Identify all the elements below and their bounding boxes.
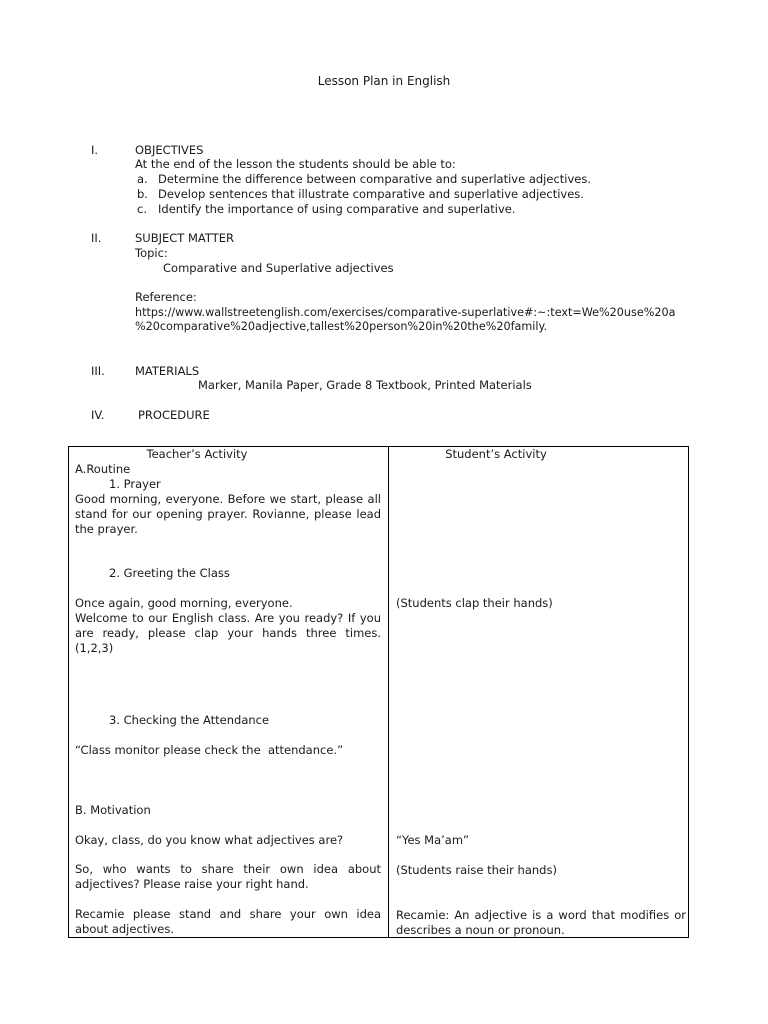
motivation-response-3: Recamie: An adjective is a word that modifies or describes a noun or pronoun. [396, 908, 686, 937]
section-number-materials: III. [91, 364, 105, 378]
greeting-first-line: Once again, good morning, everyone. [75, 596, 293, 610]
motivation-question-2: So, who wants to share their own idea about adjectives? Please raise your right hand. [75, 862, 381, 891]
objective-text-a: Determine the difference between comparative and superlative adjectives. [158, 172, 592, 186]
objectives-heading: OBJECTIVES [135, 143, 204, 157]
section-number-subject-matter: II. [91, 231, 102, 245]
objective-label-a: a. [137, 172, 148, 186]
prayer-text: Good morning, everyone. Before we start, please all stand for our opening prayer. Rovianne, please lead the prayer. [75, 492, 381, 536]
reference-url-line1: https://www.wallstreetenglish.com/exercises/comparative-superlative#:~:text=We%20use%20a [135, 306, 676, 319]
topic-label: Topic: [135, 246, 168, 260]
teacher-activity-header: Teacher’s Activity [146, 447, 248, 461]
topic-text: Comparative and Superlative adjectives [163, 261, 394, 275]
student-activity-header: Student’s Activity [445, 447, 547, 461]
page-title: Lesson Plan in English [317, 74, 451, 88]
motivation-question-1: Okay, class, do you know what adjectives are? [75, 833, 344, 847]
objective-label-c: c. [137, 202, 147, 216]
materials-list: Marker, Manila Paper, Grade 8 Textbook, Printed Materials [198, 378, 532, 392]
subject-matter-heading: SUBJECT MATTER [135, 231, 234, 245]
motivation-response-2: (Students raise their hands) [396, 863, 557, 877]
objective-label-b: b. [137, 187, 148, 201]
attendance-text: “Class monitor please check the attendance.” [75, 743, 344, 757]
greeting-label: 2. Greeting the Class [109, 566, 230, 580]
section-number-objectives: I. [91, 143, 99, 157]
table-column-divider [388, 447, 389, 937]
activity-table [68, 446, 689, 938]
routine-heading: A.Routine [75, 462, 131, 476]
procedure-heading: PROCEDURE [138, 408, 210, 422]
greeting-text: Welcome to our English class. Are you ready? If you are ready, please clap your hands three times. (1,2,3) [75, 611, 381, 655]
motivation-response-1: “Yes Ma’am” [396, 833, 470, 847]
motivation-question-3: Recamie please stand and share your own idea about adjectives. [75, 907, 381, 936]
greeting-response: (Students clap their hands) [396, 596, 553, 610]
motivation-heading: B. Motivation [75, 803, 151, 817]
objective-text-c: Identify the importance of using comparative and superlative. [158, 202, 516, 216]
reference-url-line2: %20comparative%20adjective,tallest%20person%20in%20the%20family. [135, 320, 548, 333]
section-number-procedure: IV. [91, 408, 105, 422]
prayer-label: 1. Prayer [109, 477, 161, 491]
attendance-label: 3. Checking the Attendance [109, 713, 270, 727]
objectives-intro: At the end of the lesson the students should be able to: [135, 157, 456, 171]
materials-heading: MATERIALS [135, 364, 200, 378]
reference-label: Reference: [135, 290, 197, 304]
objective-text-b: Develop sentences that illustrate comparative and superlative adjectives. [158, 187, 584, 201]
